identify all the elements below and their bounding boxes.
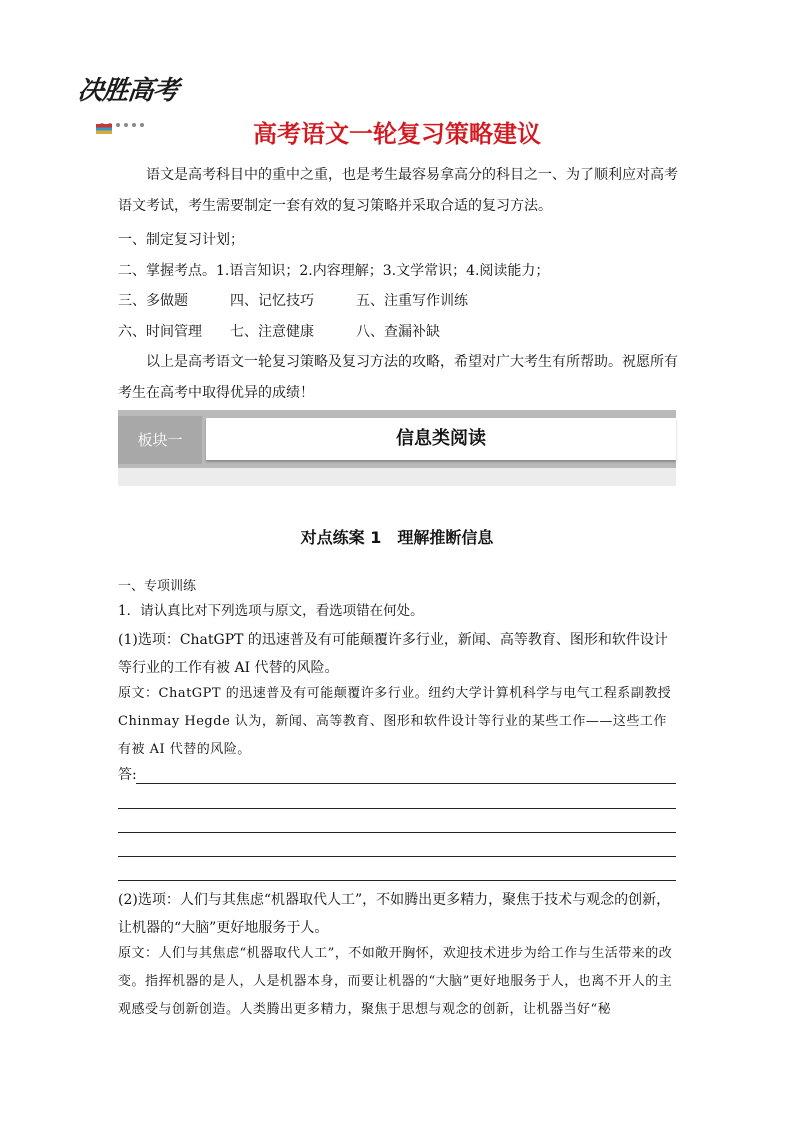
question-1-option: (1)选项：ChatGPT 的迅速普及有可能颠覆许多行业，新闻、高等教育、图形和软件设计等行业的工作有被 AI 代替的风险。 xyxy=(118,632,668,676)
banner-label: 板块一 xyxy=(118,416,202,464)
answer-line[interactable] xyxy=(118,880,676,881)
exercise-instruction: 1．请认真比对下列选项与原文，看选项错在何处。 xyxy=(118,603,424,619)
answer-line[interactable] xyxy=(118,832,676,833)
exercise-heading: 一、专项训练 xyxy=(118,579,197,594)
section-title: 对点练案 1 理解推断信息 xyxy=(300,528,494,547)
list-item: 五、注重写作训练 xyxy=(356,293,468,309)
question-2-option: (2)选项：人们与其焦虑“机器取代人工”，不如腾出更多精力，聚焦于技术与观念的创新，让机器的“大脑”更好地服务于人。 xyxy=(118,892,671,936)
question-2-original: 原文：人们与其焦虑“机器取代人工”，不如敞开胸怀，欢迎技术进步为给工作与生活带来的改变。指挥机器的是人，人是机器本身，而要让机器的“大脑”更好地服务于人，也离不开人的主观感受与创新创造。人类腾出更多精力，聚焦于思想与观念的创新，让机器当好“秘 xyxy=(118,946,673,1017)
closing-paragraph: 以上是高考语文一轮复习策略及复习方法的攻略，希望对广大考生有所帮助。祝愿所有考生在高考中取得优异的成绩！ xyxy=(118,354,678,401)
answer-line[interactable] xyxy=(136,783,676,784)
list-item: 八、查漏补缺 xyxy=(356,324,440,340)
list-item: 一、制定复习计划； xyxy=(118,232,244,248)
answer-label: 答: xyxy=(118,767,137,783)
logo-text: 决胜高考 xyxy=(76,76,180,106)
banner-title: 信息类阅读 xyxy=(206,418,676,460)
list-item: 二、掌握考点。1.语言知识；2.内容理解；3.文学常识；4.阅读能力； xyxy=(118,263,550,279)
question-1-original: 原文：ChatGPT 的迅速普及有可能颠覆许多行业。纽约大学计算机科学与电气工程系副教授 Chinmay Hegde 认为，新闻、高等教育、图形和软件设计等行业的某些工作——这些工作有被 AI 代替的风险。 xyxy=(118,686,672,757)
section-banner xyxy=(118,410,676,486)
list-item-row-3 xyxy=(118,291,468,311)
list-item: 六、时间管理 xyxy=(118,324,202,340)
list-item: 三、多做题 xyxy=(118,293,188,309)
list-item: 七、注意健康 xyxy=(230,324,314,340)
list-item: 四、记忆技巧 xyxy=(230,293,314,309)
answer-line[interactable] xyxy=(118,808,676,809)
list-item-row-4 xyxy=(118,322,440,342)
intro-paragraph: 语文是高考科目中的重中之重，也是考生最容易拿高分的科目之一、为了顺利应对高考语文考试，考生需要制定一套有效的复习策略并采取合适的复习方法。 xyxy=(118,167,678,214)
answer-line[interactable] xyxy=(118,856,676,857)
document-title: 高考语文一轮复习策略建议 xyxy=(253,120,541,148)
